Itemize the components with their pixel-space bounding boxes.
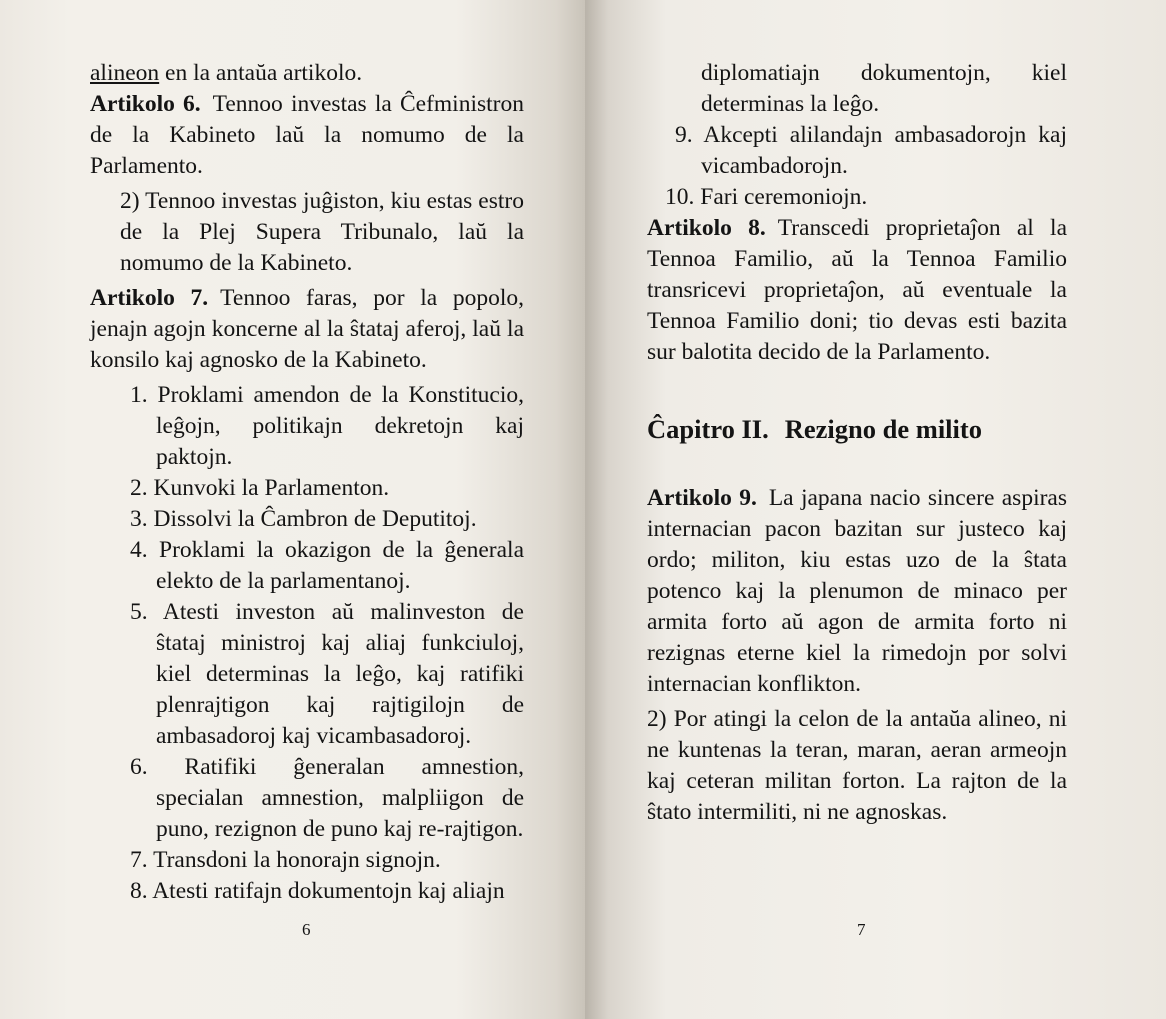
article-9-label: Artikolo 9. bbox=[647, 485, 757, 511]
left-page-text bbox=[90, 58, 524, 907]
list-item: 8. Atesti ratifajn dokumentojn kaj aliajn bbox=[130, 878, 505, 904]
underlined-word: alineon bbox=[90, 60, 160, 86]
article-6 bbox=[90, 89, 524, 182]
list-item: 4. Proklami la okazigon de la ĝenerala elekto de la parlamentanoj. bbox=[130, 537, 524, 594]
page-number: 7 bbox=[857, 920, 866, 939]
article-7-text: Tennoo faras, por la popolo, jenajn agojn koncerne al la ŝtataj aferoj, laŭ la konsilo kaj agnosko de la Kabineto. bbox=[90, 285, 525, 373]
list-item: 7. Transdoni la honorajn signojn. bbox=[130, 847, 441, 873]
list-item: 2. Kunvoki la Parlamenton. bbox=[130, 475, 390, 501]
continued-text: en la antaŭa artikolo. bbox=[159, 60, 363, 86]
article-9-paragraph-2: 2) Por atingi la celon de la antaŭa alineo, ni ne kuntenas la teran, maran, aeran armeojn kaj ceteran militan forton. La rajton de la ŝtato intermiliti, ni ne agnoskas. bbox=[647, 706, 1067, 825]
list-item: 6. Ratifiki ĝeneralan amnestion, specialan amnestion, malpliigon de puno, rezignon de puno kaj re-rajtigon. bbox=[130, 754, 524, 842]
list-item: 1. Proklami amendon de la Konstitucio, leĝojn, politikajn dekretojn kaj paktojn. bbox=[130, 382, 524, 470]
article-6-paragraph-2: 2) Tennoo investas juĝiston, kiu estas estro de la Plej Supera Tribunalo, laŭ la nomumo de la Kabineto. bbox=[120, 188, 524, 276]
right-page bbox=[585, 0, 1166, 1019]
list-item: 5. Atesti investon aŭ malinveston de ŝtataj ministroj kaj aliaj funkciuloj, kiel determinas la leĝo, kaj ratifiki plenrajtigon kaj rajtigilojn de ambasadoroj kaj vicambasadoroj. bbox=[130, 599, 524, 749]
article-9-text: La japana nacio sincere aspiras internacian pacon bazitan sur justeco kaj ordo; militon, kiu estas uzo de la ŝtata potenco kaj la plenumon de minaco per armita forto aŭ agon de armita forto ni rezignas eterne kiel la rimedojn por solvi internacian konflikton. bbox=[647, 485, 1067, 697]
article-6-label: Artikolo 6. bbox=[90, 91, 201, 117]
continued-paragraph bbox=[90, 58, 524, 89]
article-8 bbox=[647, 213, 1067, 368]
article-8-text: Transcedi proprietaĵon al la Tennoa Familio, aŭ la Tennoa Familio transricevi proprietaĵon, aŭ eventuale la Tennoa Familio doni; tio devas esti bazita sur balotita decido de la Parlamento. bbox=[647, 215, 1067, 365]
chapter-number: Ĉapitro II. bbox=[647, 414, 769, 444]
article-9 bbox=[647, 483, 1067, 700]
page-number: 6 bbox=[302, 920, 311, 939]
list-item: 10. Fari ceremoniojn. bbox=[665, 184, 868, 210]
list-item: 9. Akcepti alilandajn ambasadorojn kaj vicambadorojn. bbox=[675, 122, 1067, 179]
article-8-label: Artikolo 8. bbox=[647, 215, 766, 241]
right-page-text bbox=[647, 58, 1067, 832]
chapter-title: Rezigno de milito bbox=[784, 414, 982, 444]
article-7-label: Artikolo 7. bbox=[90, 285, 209, 311]
article-7 bbox=[90, 283, 524, 376]
continued-list-item: diplomatiajn dokumentojn, kiel determinas la leĝo. bbox=[701, 60, 1067, 117]
article-6-text: Tennoo investas la Ĉefministron de la Kabineto laŭ la nomumo de la Parlamento. bbox=[90, 91, 524, 179]
list-item: 3. Dissolvi la Ĉambron de Deputitoj. bbox=[130, 506, 477, 532]
chapter-heading bbox=[647, 412, 1067, 446]
